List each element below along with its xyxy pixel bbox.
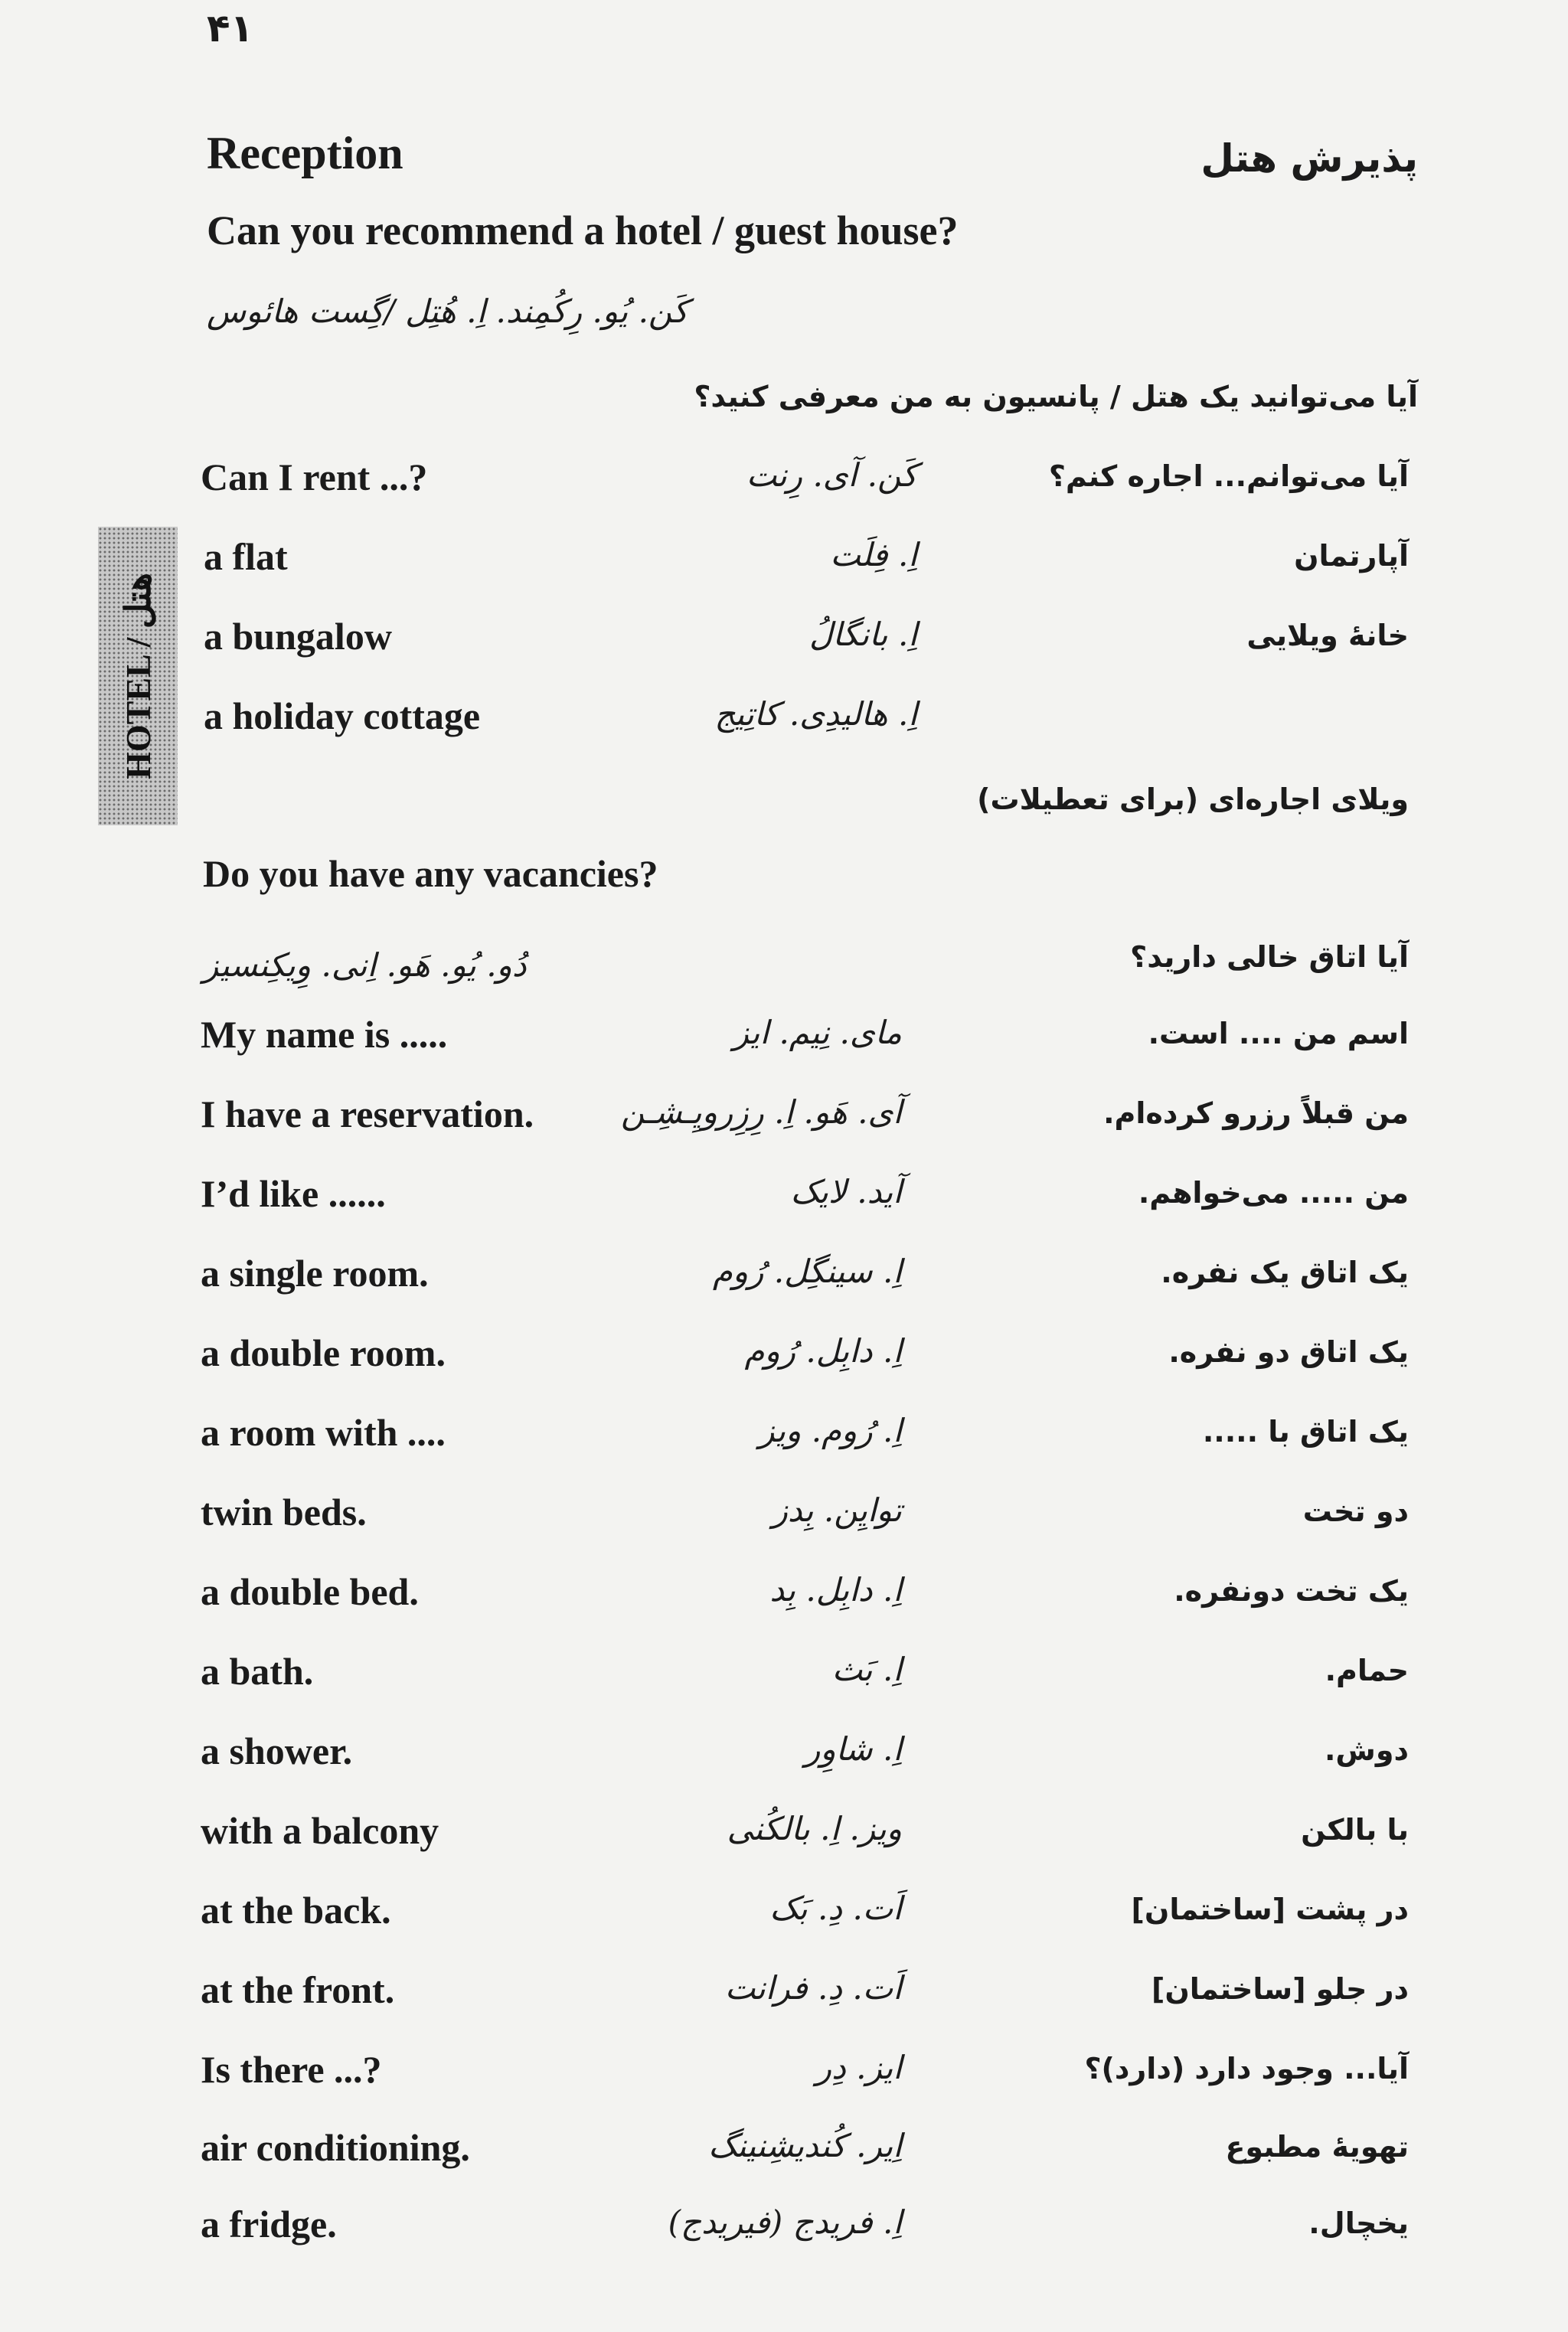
- phrase-transliteration: آی. هَو. اِ. رِزِرویِـشِـن: [620, 1093, 902, 1131]
- phrase-transliteration: اِ. فِلَت: [830, 536, 917, 573]
- phrase-transliteration: ویز. اِ. بالکُنی: [727, 1810, 902, 1847]
- phrase-persian: یک تخت دونفره.: [1174, 1574, 1409, 1608]
- phrase-transliteration: آید. لایک: [790, 1173, 902, 1210]
- phrase-persian: خانهٔ ویلایی: [1246, 619, 1409, 652]
- phrase-transliteration: اِ. بانگالُ: [808, 616, 917, 653]
- phrase-row: [0, 2125, 1568, 2187]
- phrase-row: [0, 1968, 1568, 2029]
- phrase-row: [0, 1251, 1568, 1312]
- phrase-row: [0, 1092, 1568, 1153]
- phrase-persian: آیا... وجود دارد (دارد)؟: [1084, 2052, 1409, 2085]
- recommend-question-transliteration: کَن. یُو. رِکُمِند. اِ. هُتِل /گِست هائوس: [207, 292, 688, 330]
- phrase-transliteration: اِ. بَث: [831, 1651, 902, 1688]
- phrase-transliteration: اَت. دِ. فرانت: [724, 1969, 902, 2007]
- phrase-transliteration: اِیر. کُندیشِنینگ: [708, 2127, 902, 2164]
- phrase-english: a bath.: [201, 1650, 314, 1693]
- phrase-transliteration: توایِن. بِدز: [772, 1491, 902, 1529]
- phrase-english: My name is .....: [201, 1013, 448, 1056]
- chapter-side-tab-label: HOTEL / هتل: [119, 573, 158, 779]
- phrase-english: a flat: [204, 535, 288, 578]
- phrase-english: a room with ....: [201, 1411, 446, 1454]
- phrase-english: at the front.: [201, 1968, 395, 2011]
- phrase-persian: یک اتاق دو نفره.: [1168, 1335, 1409, 1369]
- phrase-english: a single room.: [201, 1252, 429, 1295]
- phrase-english: a holiday cottage: [204, 694, 481, 737]
- phrase-persian: در پشت [ساختمان]: [1131, 1893, 1409, 1926]
- phrase-persian: دوش.: [1325, 1733, 1409, 1767]
- phrase-transliteration: اِ. دابِل. رُوم: [744, 1332, 902, 1370]
- phrase-row: [0, 1331, 1568, 1392]
- phrase-row: [0, 534, 1568, 596]
- phrase-english: a shower.: [201, 1729, 353, 1772]
- phrase-persian: یک اتاق یک نفره.: [1161, 1256, 1409, 1289]
- phrase-persian: آپارتمان: [1294, 539, 1409, 573]
- phrase-english: Can I rent ...?: [201, 456, 428, 498]
- phrase-persian: دو تخت: [1302, 1494, 1409, 1528]
- phrase-persian: با بالکن: [1301, 1813, 1409, 1847]
- phrase-persian: من قبلاً رزرو کرده‌ام.: [1103, 1096, 1409, 1130]
- phrase-row: [0, 1569, 1568, 1631]
- phrase-english: a double bed.: [201, 1570, 419, 1613]
- phrase-row: [0, 614, 1568, 675]
- phrase-english: a fridge.: [201, 2203, 337, 2245]
- phrase-row: [0, 1410, 1568, 1471]
- phrase-transliteration: اِ. هالیدِی. کاتِیج: [714, 695, 917, 733]
- phrase-row: [0, 1888, 1568, 1949]
- phrase-transliteration: ایز. دِر: [815, 2049, 902, 2086]
- phrase-english: twin beds.: [201, 1491, 367, 1533]
- holiday-villa-persian: ویلای اجاره‌ای (برای تعطیلات): [977, 782, 1409, 816]
- phrase-persian: آیا می‌توانم... اجاره کنم؟: [1048, 459, 1409, 493]
- phrase-persian: یک اتاق با .....: [1202, 1415, 1409, 1449]
- phrase-persian: در جلو [ساختمان]: [1151, 1972, 1409, 2006]
- phrase-english: a double room.: [201, 1331, 446, 1374]
- phrase-row: [0, 1490, 1568, 1551]
- phrase-transliteration: اِ. رُوم. ویز: [759, 1412, 902, 1449]
- phrase-english: with a balcony: [201, 1809, 439, 1852]
- phrase-transliteration: اِ. دابِل. بِد: [769, 1571, 902, 1609]
- phrase-english: Is there ...?: [201, 2048, 382, 2091]
- page-number: ۴۱: [207, 6, 254, 51]
- vacancies-question-english: Do you have any vacancies?: [203, 852, 658, 895]
- phrase-row: [0, 1012, 1568, 1073]
- phrase-row: [0, 2047, 1568, 2108]
- phrase-english: a bungalow: [204, 615, 392, 658]
- phrase-transliteration: اَت. دِ. بَک: [769, 1889, 902, 1927]
- phrase-row: [0, 1808, 1568, 1870]
- phrase-persian: من ..... می‌خواهم.: [1138, 1176, 1409, 1210]
- phrase-persian: اسم من .... است.: [1148, 1017, 1409, 1050]
- phrase-persian: تهویهٔ مطبوع: [1225, 2130, 1409, 2164]
- phrase-english: I have a reservation.: [201, 1093, 534, 1135]
- recommend-question-persian: آیا می‌توانید یک هتل / پانسیون به من معرفی کنید؟: [694, 380, 1418, 413]
- phrase-transliteration: کَن. آی. رِنت: [746, 456, 917, 494]
- section-title-persian: پذیرش هتل: [1200, 136, 1418, 181]
- phrase-transliteration: اِ. فریدج (فیریدج): [668, 2203, 902, 2241]
- phrase-row: [0, 2202, 1568, 2263]
- phrase-english: I’d like ......: [201, 1172, 386, 1215]
- section-title-english: Reception: [207, 128, 403, 178]
- phrase-row: [0, 1649, 1568, 1710]
- phrase-row: [0, 694, 1568, 755]
- recommend-question-english: Can you recommend a hotel / guest house?: [207, 207, 959, 253]
- phrase-row: [0, 1729, 1568, 1790]
- phrase-transliteration: مای. نِیم. ایز: [733, 1014, 902, 1051]
- phrase-transliteration: اِ. سینگِل. رُوم: [712, 1253, 902, 1290]
- phrase-row: [0, 1171, 1568, 1233]
- vacancies-question-persian: آیا اتاق خالی دارید؟: [1130, 940, 1409, 974]
- phrase-row: [0, 455, 1568, 516]
- phrase-english: air conditioning.: [201, 2126, 470, 2169]
- phrase-persian: حمام.: [1325, 1654, 1409, 1687]
- phrase-english: at the back.: [201, 1889, 391, 1932]
- phrase-transliteration: اِ. شاوِر: [805, 1730, 902, 1768]
- vacancies-question-transliteration: دُو. یُو. هَو. اِنی. وِیکِنسیز: [203, 946, 527, 984]
- phrase-persian: یخچال.: [1308, 2206, 1409, 2240]
